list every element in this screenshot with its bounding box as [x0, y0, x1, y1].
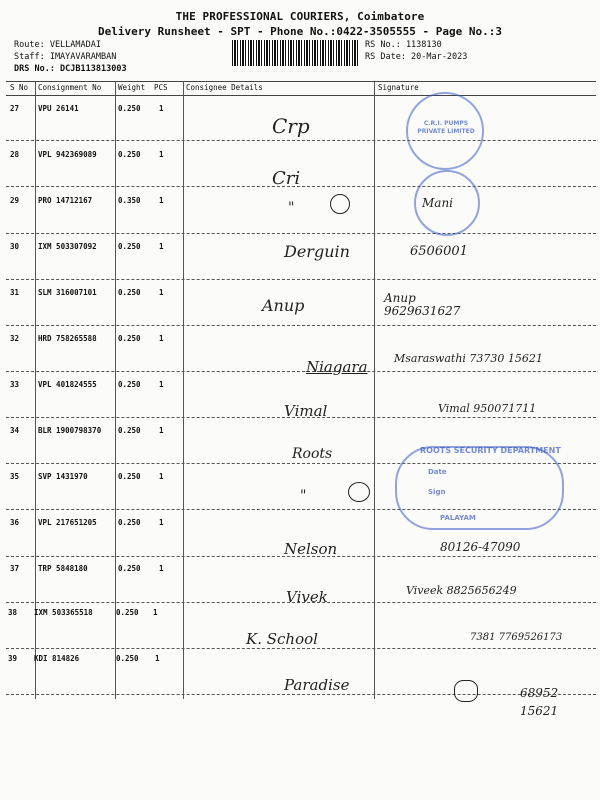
row-pcs: 1 — [159, 104, 164, 113]
row-consignment: VPL 217651205 — [38, 518, 97, 527]
row-separator — [6, 186, 596, 187]
col-pcs: PCS — [154, 83, 168, 92]
signature-handwriting: Mani — [422, 196, 454, 210]
row-pcs: 1 — [159, 288, 164, 297]
row-weight: 0.250 — [118, 334, 141, 343]
row-pcs: 1 — [159, 426, 164, 435]
signature-scribble — [454, 680, 478, 702]
signature-handwriting: Viveek 8825656249 — [406, 584, 517, 597]
barcode — [232, 40, 358, 66]
consignee-handwriting: Roots — [292, 446, 333, 462]
row-weight: 0.350 — [118, 196, 141, 205]
consignee-handwriting: Niagara — [306, 358, 368, 376]
row-consignment: HRD 758265588 — [38, 334, 97, 343]
row-pcs: 1 — [159, 564, 164, 573]
row-sno: 39 — [8, 654, 18, 663]
row-sno: 28 — [10, 150, 20, 159]
row-consignment: KDI 814826 — [34, 654, 80, 663]
stamp-date-label: Date — [428, 468, 447, 476]
consignee-handwriting: Paradise — [284, 676, 350, 694]
row-sno: 30 — [10, 242, 20, 251]
row-weight: 0.250 — [118, 564, 141, 573]
consignee-handwriting: K. School — [246, 630, 318, 648]
row-weight: 0.250 — [118, 472, 141, 481]
row-consignment: SLM 316007101 — [38, 288, 97, 297]
signature-handwriting: 6506001 — [410, 244, 468, 259]
row-weight: 0.250 — [118, 242, 141, 251]
col-divider — [374, 81, 375, 699]
row-weight: 0.250 — [116, 654, 139, 663]
table-top-rule — [6, 81, 596, 82]
row-pcs: 1 — [153, 608, 158, 617]
row-separator — [6, 140, 596, 141]
col-divider — [35, 81, 36, 699]
row-consignment: PRO 14712167 — [38, 196, 93, 205]
row-separator — [6, 325, 596, 326]
row-pcs: 1 — [159, 150, 164, 159]
row-sno: 35 — [10, 472, 20, 481]
signature-scribble — [348, 482, 370, 502]
consignee-handwriting: Vivek — [286, 588, 328, 606]
consignee-handwriting: Cri — [272, 168, 301, 189]
signature-handwriting: 68952 15621 — [520, 686, 559, 718]
signature-scribble — [330, 194, 350, 214]
col-consignment: Consignment No — [38, 83, 102, 92]
row-weight: 0.250 — [118, 104, 141, 113]
consignee-handwriting: " — [300, 488, 307, 504]
row-consignment: IXM 503307092 — [38, 242, 97, 251]
row-sno: 36 — [10, 518, 20, 527]
staff: Staff: IMAYAVARAMBAN — [14, 52, 117, 62]
row-weight: 0.250 — [118, 288, 141, 297]
row-pcs: 1 — [159, 242, 164, 251]
signature-handwriting: Anup 9629631627 — [384, 291, 461, 318]
rs-date: RS Date: 20-Mar-2023 — [365, 52, 468, 62]
row-pcs: 1 — [159, 196, 164, 205]
rs-number: RS No.: 1138130 — [365, 40, 442, 50]
row-consignment: SVP 1431970 — [38, 472, 88, 481]
col-weight: Weight — [118, 83, 146, 92]
row-consignment: IXM 503365518 — [34, 608, 93, 617]
runsheet-title: Delivery Runsheet - SPT - Phone No.:0422-3505555 - Page No.:3 — [98, 25, 502, 38]
security-stamp-bottom: PALAYAM — [440, 514, 476, 522]
consignee-handwriting: Vimal — [284, 402, 328, 420]
consignee-handwriting: " — [288, 200, 295, 216]
company-stamp — [414, 170, 480, 236]
row-consignment: BLR 1900798370 — [38, 426, 102, 435]
row-pcs: 1 — [159, 518, 164, 527]
signature-handwriting: 80126-47090 — [440, 540, 521, 554]
col-divider — [183, 81, 184, 699]
consignee-handwriting: Derguin — [284, 242, 350, 261]
row-weight: 0.250 — [118, 380, 141, 389]
header-rule — [6, 95, 596, 96]
row-sno: 34 — [10, 426, 20, 435]
signature-handwriting: 7381 7769526173 — [470, 632, 563, 643]
consignee-handwriting: Nelson — [284, 540, 338, 558]
row-separator — [6, 233, 596, 234]
row-sno: 38 — [8, 608, 18, 617]
row-weight: 0.250 — [118, 426, 141, 435]
row-weight: 0.250 — [118, 150, 141, 159]
col-signature: Signature — [378, 83, 419, 92]
row-sno: 29 — [10, 196, 20, 205]
consignee-handwriting: Anup — [262, 296, 305, 315]
row-consignment: VPL 401824555 — [38, 380, 97, 389]
company-name: THE PROFESSIONAL COURIERS, Coimbatore — [175, 10, 425, 23]
col-divider — [115, 81, 116, 699]
route: Route: VELLAMADAI — [14, 40, 101, 50]
col-consignee: Consignee Details — [186, 83, 263, 92]
signature-handwriting: Msaraswathi 73730 15621 — [394, 352, 543, 365]
row-sno: 32 — [10, 334, 20, 343]
row-weight: 0.250 — [118, 518, 141, 527]
row-sno: 31 — [10, 288, 20, 297]
row-consignment: VPU 26141 — [38, 104, 79, 113]
consignee-handwriting: Crp — [272, 114, 310, 138]
row-consignment: TRP 5848180 — [38, 564, 88, 573]
security-stamp-text: ROOTS SECURITY DEPARTMENT — [420, 446, 561, 455]
row-consignment: VPL 942369089 — [38, 150, 97, 159]
row-sno: 33 — [10, 380, 20, 389]
row-separator — [6, 279, 596, 280]
row-pcs: 1 — [159, 380, 164, 389]
row-sno: 37 — [10, 564, 20, 573]
row-weight: 0.250 — [116, 608, 139, 617]
company-stamp-text: C.R.I. PUMPS PRIVATE LIMITED — [417, 120, 475, 135]
row-pcs: 1 — [159, 472, 164, 481]
row-sno: 27 — [10, 104, 20, 113]
security-stamp — [395, 446, 564, 530]
drs-number: DRS No.: DCJB113813003 — [14, 64, 127, 74]
signature-handwriting: Vimal 950071711 — [438, 402, 537, 415]
row-pcs: 1 — [155, 654, 160, 663]
row-separator — [6, 694, 596, 695]
row-pcs: 1 — [159, 334, 164, 343]
row-separator — [6, 648, 596, 649]
row-separator — [6, 371, 596, 372]
col-sno: S No — [10, 83, 29, 92]
stamp-sign-label: Sign — [428, 488, 446, 496]
